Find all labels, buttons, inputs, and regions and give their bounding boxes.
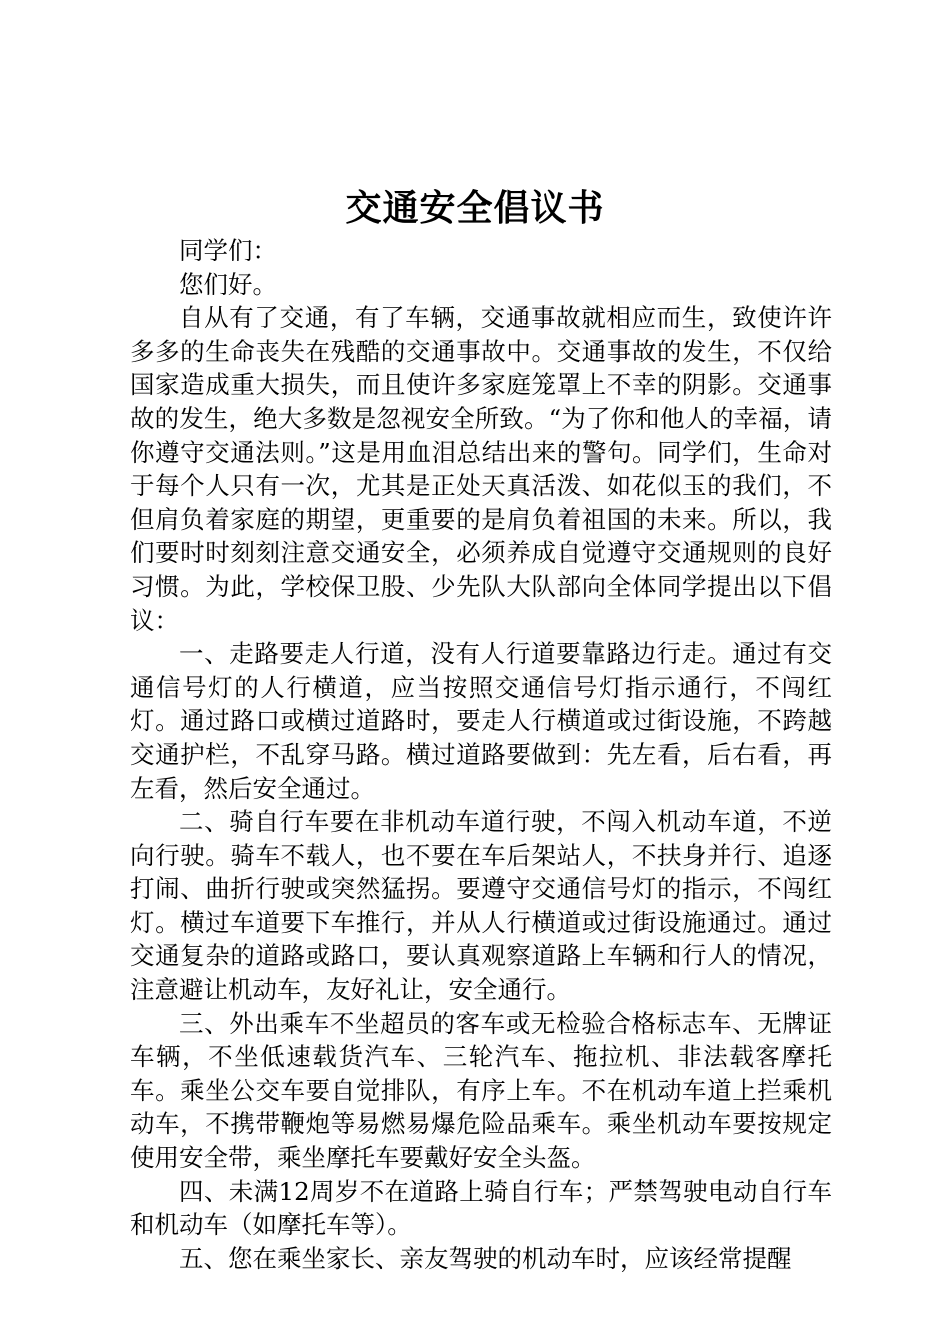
proposal-item-1: 一、走路要走人行道，没有人行道要靠路边行走。通过有交通信号灯的人行横道，应当按照交通信号灯指示通行，不闯红灯。通过路口或横过道路时，要走人行横道或过街设施，不跨越交通护栏，不乱穿马路。横过道路要做到：先左看，后右看，再左看，然后安全通过。 xyxy=(130,639,832,803)
proposal-item-4: 四、未满12周岁不在道路上骑自行车；严禁驾驶电动自行车和机动车（如摩托车等）。 xyxy=(130,1176,832,1240)
document-body xyxy=(130,234,832,1275)
proposal-item-3: 三、外出乘车不坐超员的客车或无检验合格标志车、无牌证车辆，不坐低速载货汽车、三轮汽车、拖拉机、非法载客摩托车。乘坐公交车要自觉排队，有序上车。不在机动车道上拦乘机动车，不携带鞭炮等易燃易爆危险品乘车。乘坐机动车要按规定使用安全带，乘坐摩托车要戴好安全头盔。 xyxy=(130,1008,832,1173)
salutation: 同学们： xyxy=(179,236,277,265)
proposal-item-2: 二、骑自行车要在非机动车道行驶，不闯入机动车道，不逆向行驶。骑车不载人，也不要在车后架站人，不扶身并行、追逐打闹、曲折行驶或突然猛拐。要遵守交通信号灯的指示，不闯红灯。横过车道要下车推行，并从人行横道或过街设施通过。通过交通复杂的道路或路口，要认真观察道路上车辆和行人的情况，注意避让机动车，友好礼让，安全通行。 xyxy=(130,807,832,1005)
intro-paragraph: 自从有了交通，有了车辆，交通事故就相应而生，致使许许多多的生命丧失在残酷的交通事故中。交通事故的发生，不仅给国家造成重大损失，而且使许多家庭笼罩上不幸的阴影。交通事故的发生，绝大多数是忽视安全所致。“为了你和他人的幸福，请你遵守交通法则。”这是用血泪总结出来的警句。同学们，生命对于每个人只有一次，尤其是正处天真活泼、如花似玉的我们，不但肩负着家庭的期望，更重要的是肩负着祖国的未来。所以，我们要时时刻刻注意交通安全，必须养成自觉遵守交通规则的良好习惯。为此，学校保卫股、少先队大队部向全体同学提出以下倡议： xyxy=(130,303,832,635)
greeting: 您们好。 xyxy=(179,269,277,299)
proposal-item-5: 五、您在乘坐家长、亲友驾驶的机动车时，应该经常提醒 xyxy=(179,1243,792,1273)
document-title: 交通安全倡议书 xyxy=(345,187,605,229)
